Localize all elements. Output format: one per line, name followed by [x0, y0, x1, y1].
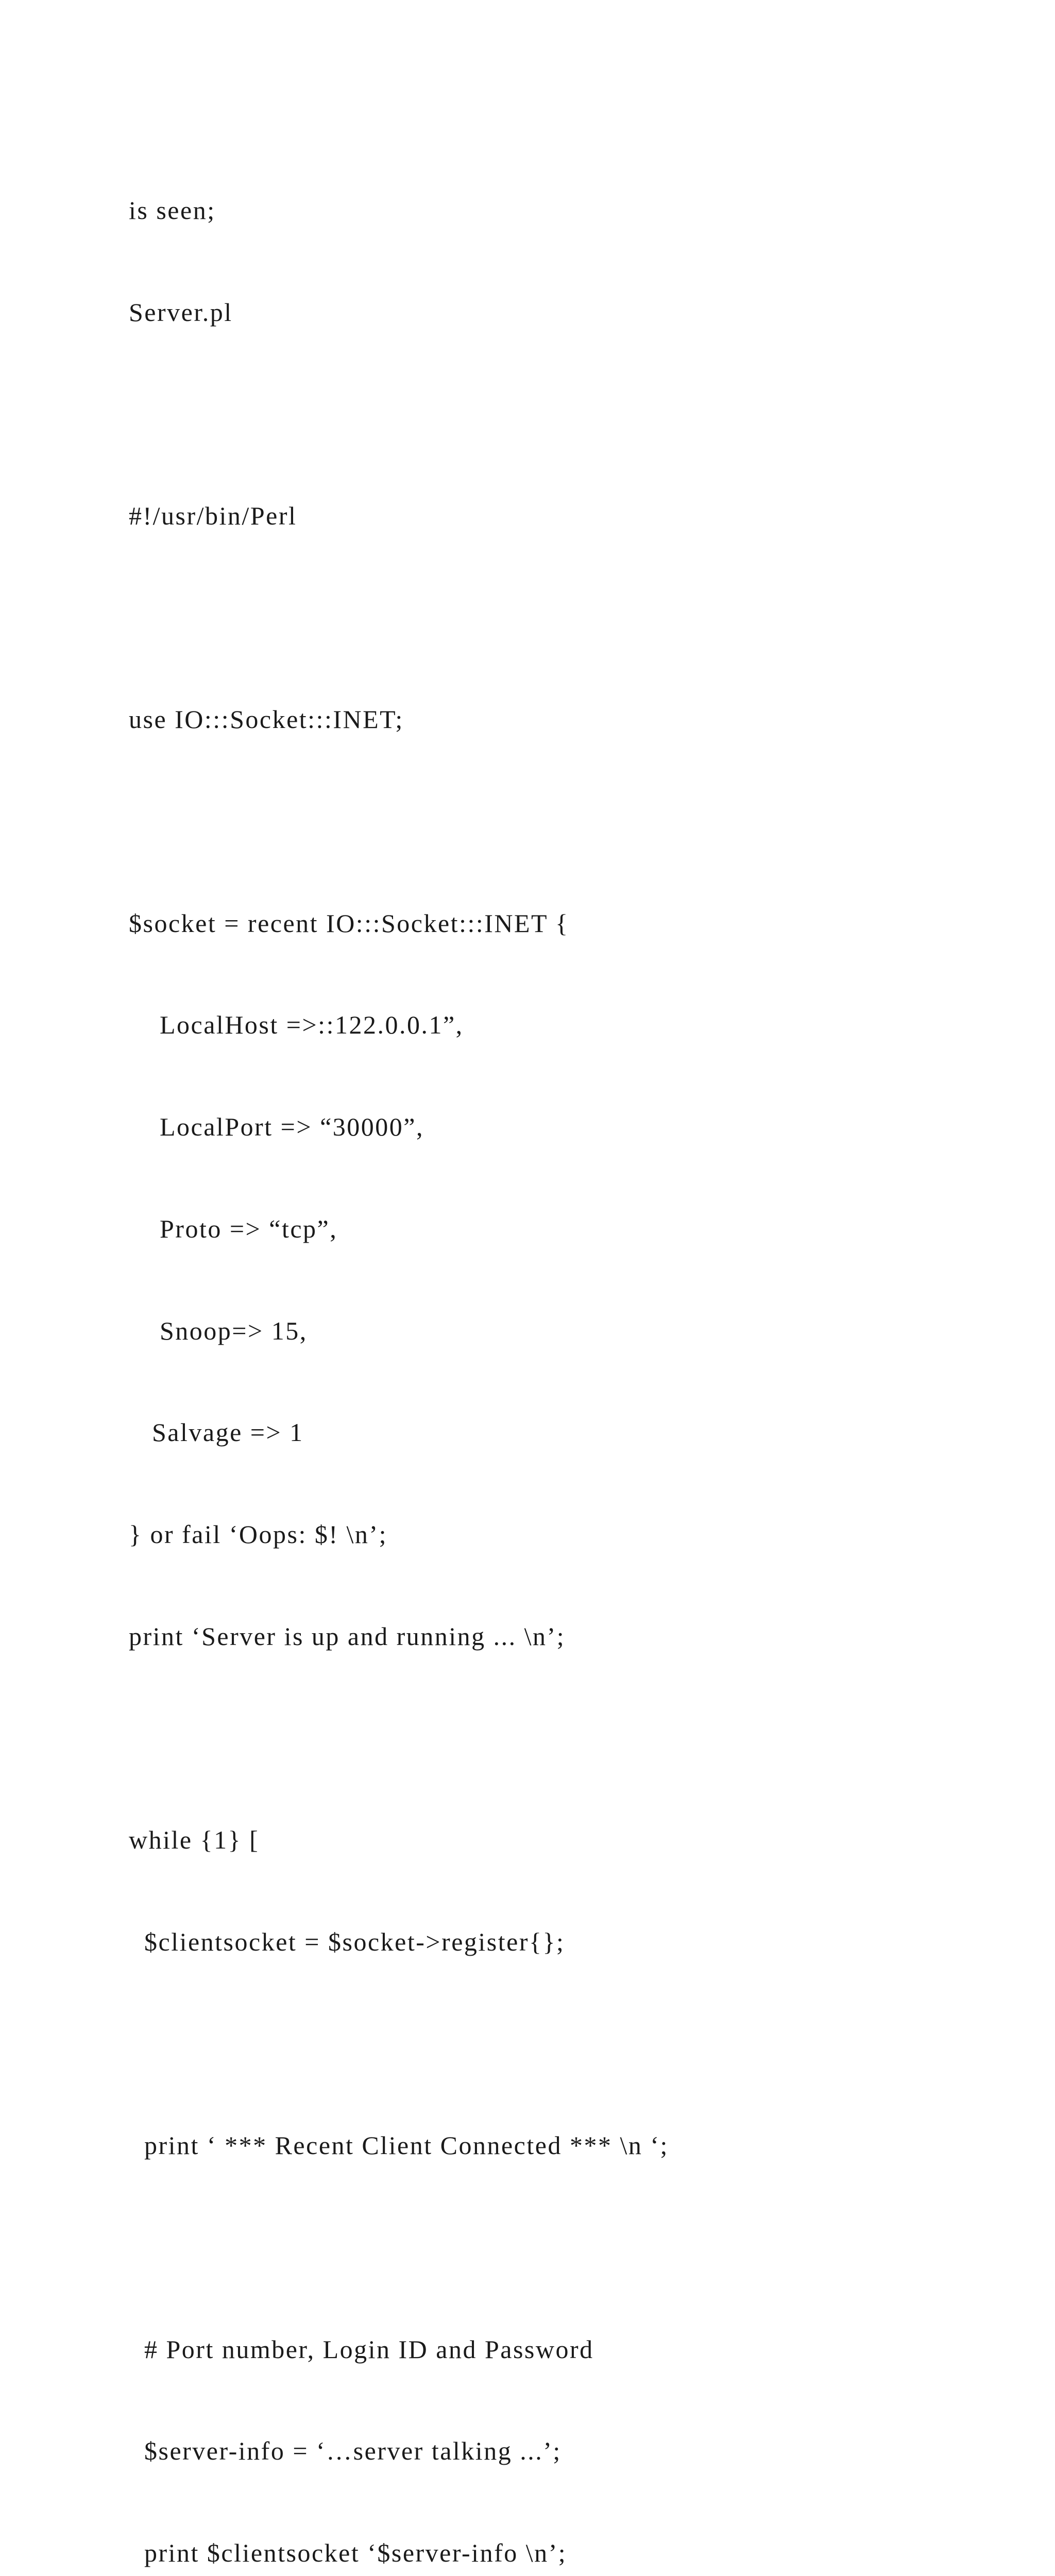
- code-line: Proto => “tcp”,: [129, 1214, 338, 1243]
- code-line: LocalPort => “30000”,: [129, 1112, 424, 1142]
- blank-line: [129, 1721, 1005, 1755]
- code-line: print $clientsocket ‘$server-info \n’;: [129, 2538, 567, 2567]
- blank-line: [129, 2027, 1005, 2061]
- code-line: $server-info = ‘…server talking ...’;: [129, 2436, 561, 2466]
- code-line: LocalHost =>::122.0.0.1”,: [129, 1010, 464, 1040]
- code-line: while {1} [: [129, 1825, 260, 1855]
- code-line: Salvage => 1: [129, 1418, 304, 1447]
- blank-line: [129, 601, 1005, 635]
- code-comment-line: # Port number, Login ID and Password: [129, 2334, 594, 2364]
- code-line: } or fail ‘Oops: $! \n’;: [129, 1519, 387, 1549]
- code-line: $socket = recent IO:::Socket:::INET {: [129, 908, 569, 938]
- text-line: is seen;: [129, 195, 216, 225]
- section-heading-server: Server.pl: [129, 297, 233, 327]
- code-text-block: [129, 126, 1005, 2576]
- code-line: Snoop=> 15,: [129, 1316, 308, 1345]
- blank-line: [129, 397, 1005, 431]
- code-line: #!/usr/bin/Perl: [129, 501, 297, 530]
- blank-line: [129, 805, 1005, 839]
- code-line: print ‘Server is up and running ... \n’;: [129, 1621, 566, 1651]
- code-line: $clientsocket = $socket->register{};: [129, 1927, 565, 1956]
- code-line: use IO:::Socket:::INET;: [129, 705, 404, 734]
- blank-line: [129, 2231, 1005, 2265]
- code-line: print ‘ *** Recent Client Connected *** \n ‘;: [129, 2131, 669, 2160]
